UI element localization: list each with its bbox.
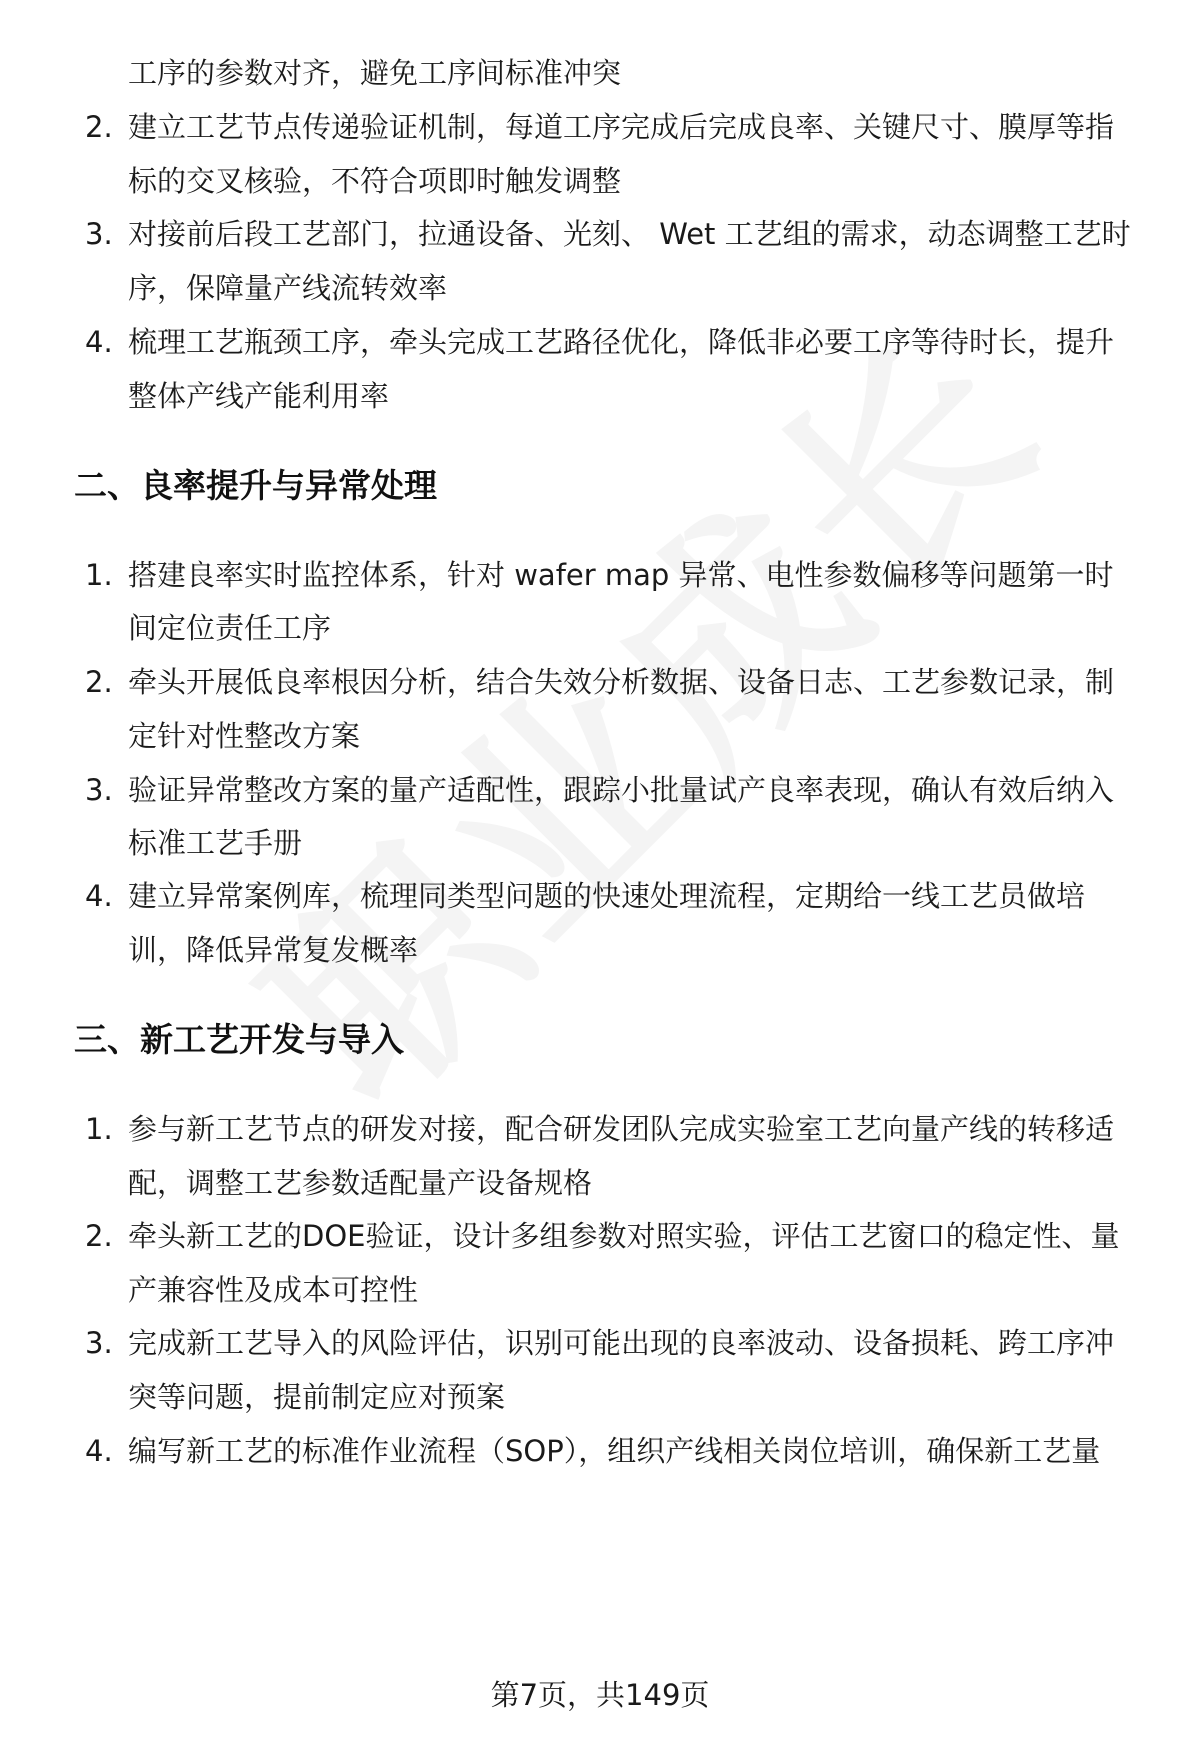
- list-number: 1.: [85, 1112, 113, 1146]
- list-item-line: 配，调整工艺参数适配量产设备规格: [128, 1166, 593, 1200]
- list-item-line: 验证异常整改方案的量产适配性，跟踪小批量试产良率表现，确认有效后纳入: [128, 773, 1115, 807]
- list-item-line: 牵头新工艺的DOE验证，设计多组参数对照实验，评估工艺窗口的稳定性、量: [128, 1219, 1120, 1253]
- list-item-line: 对接前后段工艺部门，拉通设备、光刻、 Wet 工艺组的需求，动态调整工艺时: [128, 217, 1131, 251]
- section-heading: 三、新工艺开发与导入: [74, 1020, 404, 1059]
- page-number: 第7页，共149页: [490, 1678, 710, 1712]
- list-item-line: 训，降低异常复发概率: [128, 933, 419, 967]
- list-number: 2.: [85, 665, 113, 699]
- list-number: 1.: [85, 558, 113, 592]
- list-item-line: 搭建良率实时监控体系，针对 wafer map 异常、电性参数偏移等问题第一时: [128, 558, 1114, 592]
- list-number: 2.: [85, 110, 113, 144]
- list-number: 2.: [85, 1219, 113, 1253]
- list-item-line: 产兼容性及成本可控性: [128, 1273, 419, 1307]
- section-heading: 二、良率提升与异常处理: [74, 466, 437, 505]
- list-number: 4.: [85, 1434, 113, 1468]
- list-item-line: 定针对性整改方案: [128, 719, 361, 753]
- list-number: 3.: [85, 773, 113, 807]
- list-item-line: 建立异常案例库，梳理同类型问题的快速处理流程，定期给一线工艺员做培: [128, 879, 1086, 913]
- list-item-line: 工序的参数对齐，避免工序间标准冲突: [128, 56, 622, 90]
- list-item-line: 参与新工艺节点的研发对接，配合研发团队完成实验室工艺向量产线的转移适: [128, 1112, 1115, 1146]
- list-item-line: 标的交叉核验，不符合项即时触发调整: [128, 164, 622, 198]
- list-number: 4.: [85, 325, 113, 359]
- list-item-line: 完成新工艺导入的风险评估，识别可能出现的良率波动、设备损耗、跨工序冲: [128, 1326, 1115, 1360]
- list-item-line: 标准工艺手册: [128, 826, 303, 860]
- list-item-line: 牵头开展低良率根因分析，结合失效分析数据、设备日志、工艺参数记录，制: [128, 665, 1115, 699]
- list-number: 3.: [85, 1326, 113, 1360]
- list-number: 4.: [85, 879, 113, 913]
- list-item-line: 间定位责任工序: [128, 611, 332, 645]
- list-item-line: 整体产线产能利用率: [128, 379, 390, 413]
- list-item-line: 突等问题，提前制定应对预案: [128, 1380, 506, 1414]
- list-number: 3.: [85, 217, 113, 251]
- list-item-line: 梳理工艺瓶颈工序，牵头完成工艺路径优化，降低非必要工序等待时长，提升: [128, 325, 1115, 359]
- list-item-line: 序，保障量产线流转效率: [128, 271, 448, 305]
- list-item-line: 编写新工艺的标准作业流程（SOP），组织产线相关岗位培训，确保新工艺量: [128, 1434, 1101, 1468]
- list-item-line: 建立工艺节点传递验证机制，每道工序完成后完成良率、关键尺寸、膜厚等指: [128, 110, 1115, 144]
